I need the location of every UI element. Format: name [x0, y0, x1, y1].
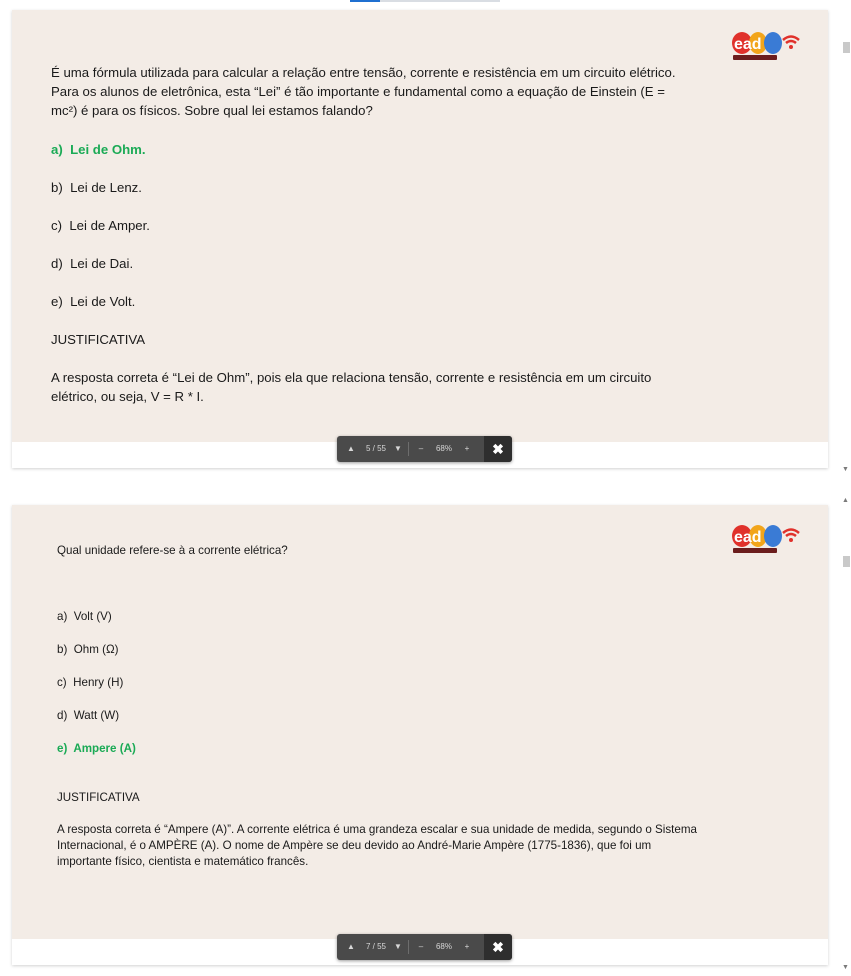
scroll-down-arrow-icon[interactable]: ▼: [842, 964, 849, 971]
fullscreen-icon[interactable]: ✖: [484, 934, 512, 960]
scrollbar-thumb[interactable]: [843, 556, 850, 567]
next-page-button[interactable]: ▼: [394, 942, 402, 951]
question-text: É uma fórmula utilizada para calcular a relação entre tensão, corrente e resistência em um circuito elétrico. Para os alunos de eletrônica, esta “Lei” é tão importante e fundamental como a equação de Einstein (E = mc²) é para os físicos. Sobre qual lei estamos falando?: [51, 65, 676, 118]
option-e: e) Lei de Volt.: [51, 294, 136, 309]
question-text: Qual unidade refere-se à a corrente elétrica?: [57, 544, 288, 557]
document-page-5: [12, 10, 828, 468]
toolbar-separator: [408, 940, 409, 954]
zoom-out-button[interactable]: –: [418, 942, 424, 951]
option-b: b) Ohm (Ω): [57, 643, 119, 656]
option-e-correct: e) Ampere (A): [57, 742, 136, 755]
option-c: c) Lei de Amper.: [51, 218, 150, 233]
option-a-correct: a) Lei de Ohm.: [51, 142, 146, 157]
option-b: b) Lei de Lenz.: [51, 180, 142, 195]
viewer-toolbar: [337, 934, 512, 960]
page-indicator[interactable]: 5 / 55: [365, 444, 386, 453]
scroll-down-arrow-icon[interactable]: ▼: [842, 466, 849, 473]
ead-logo: [728, 521, 800, 555]
zoom-level: 68%: [435, 444, 452, 453]
prev-page-button[interactable]: ▲: [347, 942, 355, 951]
option-a: a) Volt (V): [57, 610, 112, 623]
justification-heading: JUSTIFICATIVA: [57, 791, 140, 804]
zoom-level: 68%: [435, 942, 452, 951]
document-page-7: [12, 505, 828, 965]
zoom-out-button[interactable]: –: [418, 444, 424, 453]
scrollbar-thumb[interactable]: [843, 42, 850, 53]
next-page-button[interactable]: ▼: [394, 444, 402, 453]
ead-logo: [728, 28, 800, 62]
justification-text: A resposta correta é “Ampere (A)”. A corrente elétrica é uma grandeza escalar e sua unidade de medida, segundo o Sistema Internacional, é o AMPÈRE (A). O nome de Ampère se deu devido ao André-Marie Ampère (1775-1836), que foi um importante físico, cientista e matemático francês.: [57, 823, 697, 868]
fullscreen-icon[interactable]: ✖: [484, 436, 512, 462]
loading-progress-bar: [350, 0, 500, 2]
option-d: d) Lei de Dai.: [51, 256, 134, 271]
zoom-in-button[interactable]: +: [464, 942, 470, 951]
zoom-in-button[interactable]: +: [464, 444, 470, 453]
logo-text: ead: [734, 529, 762, 546]
logo-text: ead: [734, 36, 762, 53]
prev-page-button[interactable]: ▲: [347, 444, 355, 453]
justification-text: A resposta correta é “Lei de Ohm”, pois ela que relaciona tensão, corrente e resistência em um circuito elétrico, ou seja, V = R * I.: [51, 370, 652, 404]
loading-progress-fill: [350, 0, 380, 2]
scroll-up-arrow-icon[interactable]: ▲: [842, 497, 849, 504]
page-indicator[interactable]: 7 / 55: [365, 942, 386, 951]
viewer-toolbar: [337, 436, 512, 462]
toolbar-separator: [408, 442, 409, 456]
option-c: c) Henry (H): [57, 676, 124, 689]
question-block-1: [51, 63, 691, 404]
justification-heading: JUSTIFICATIVA: [51, 332, 146, 347]
option-d: d) Watt (W): [57, 709, 120, 722]
